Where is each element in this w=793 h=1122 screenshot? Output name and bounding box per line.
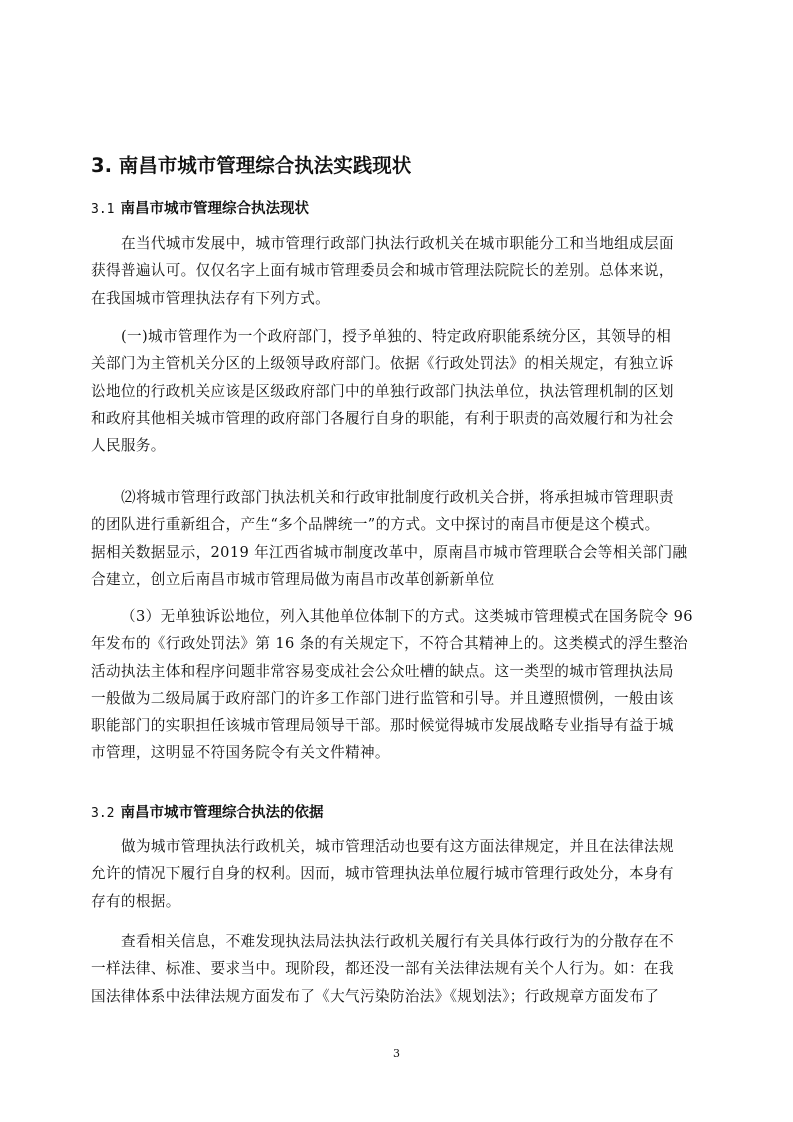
section-title: 南昌市城市管理综合执法现状 bbox=[120, 201, 309, 217]
text-line: (一)城市管理作为一个政府部门，授予单独的、特定政府职能系统分区，其领导的相 bbox=[121, 328, 672, 345]
text-line: 的团队进行重新组合，产生“多个品牌统一”的方式。文中探讨的南昌市便是这个模式。 bbox=[91, 516, 660, 534]
paragraph-6 bbox=[91, 928, 702, 1010]
text-line: 在当代城市发展中，城市管理行政部门执法行政机关在城市职能分工和当地组成层面 bbox=[121, 235, 674, 252]
text-line: 职能部门的实职担任该城市管理局领导干部。那时候觉得城市发展战略专业指导有益于城 bbox=[91, 717, 674, 735]
text-line: 存有的根据。 bbox=[91, 892, 181, 910]
text-line: 允许的情况下履行自身的权利。因而，城市管理执法单位履行城市管理行政处分，本身有 bbox=[91, 865, 674, 883]
section-heading-3-1 bbox=[91, 197, 711, 222]
text-line: 和政府其他相关城市管理的政府部门各履行自身的职能，有利于职责的高效履行和为社会 bbox=[91, 409, 674, 427]
text-line: 获得普遍认可。仅仅名字上面有城市管理委员会和城市管理法院院长的差别。总体来说， bbox=[91, 262, 674, 280]
paragraph-5 bbox=[91, 833, 702, 915]
text-line: 查看相关信息，不难发现执法局法执法行政机关履行有关具体行政行为的分散存在不 bbox=[121, 933, 674, 950]
text-line: 人民服务。 bbox=[91, 437, 166, 455]
text-line: （3）无单独诉讼地位，列入其他单位体制下的方式。这类城市管理模式在国务院令 96 bbox=[121, 608, 693, 625]
text-line: 关部门为主管机关分区的上级领导政府部门。依据《行政处罚法》的相关规定，有独立诉 bbox=[91, 355, 674, 373]
paragraph-3 bbox=[91, 484, 702, 593]
text-line: 合建立，创立后南昌市城市管理局做为南昌市改革创新新单位 bbox=[91, 570, 495, 588]
text-line: 国法律体系中法律法规方面发布了《大气污染防治法》《规划法》；行政规章方面发布了 bbox=[91, 987, 660, 1005]
text-line: 据相关数据显示，2019 年江西省城市制度改革中，原南昌市城市管理联合会等相关部门融 bbox=[91, 543, 688, 561]
text-line: 做为城市管理执法行政机关，城市管理活动也要有这方面法律规定，并且在法律法规 bbox=[121, 838, 674, 855]
text-line: 年发布的《行政处罚法》第 16 条的有关规定下，不符合其精神上的。这类模式的浮生整治 bbox=[91, 635, 689, 653]
text-line: 在我国城市管理执法存有下列方式。 bbox=[91, 289, 331, 307]
paragraph-2 bbox=[91, 323, 702, 459]
text-line: 一样法律、标准、要求当中。现阶段，都还没一部有关法律法规有关个人行为。如：在我 bbox=[91, 960, 674, 978]
text-line: 一般做为二级局属于政府部门的许多工作部门进行监管和引导。并且遵照惯例，一般由该 bbox=[91, 689, 674, 707]
page-number: 3 bbox=[393, 1047, 400, 1060]
section-heading-3-2 bbox=[91, 801, 711, 826]
paragraph-4 bbox=[91, 603, 702, 767]
text-line: 市管理，这明显不符国务院令有关文件精神。 bbox=[91, 744, 390, 762]
text-line: 讼地位的行政机关应该是区级政府部门中的单独行政部门执法单位，执法管理机制的区划 bbox=[91, 382, 674, 400]
text-line: 活动执法主体和程序问题非常容易变成社会公众吐槽的缺点。这一类型的城市管理执法局 bbox=[91, 662, 674, 680]
section-title: 南昌市城市管理综合执法的依据 bbox=[120, 805, 324, 821]
chapter-heading: 3. 南昌市城市管理综合执法实践现状 bbox=[91, 154, 412, 177]
section-number: 3.1 bbox=[91, 202, 115, 217]
text-line: ⑵将城市管理行政部门执法机关和行政审批制度行政机关合拼，将承担城市管理职责 bbox=[121, 489, 674, 506]
section-number: 3.2 bbox=[91, 806, 115, 821]
paragraph-1 bbox=[91, 230, 702, 312]
